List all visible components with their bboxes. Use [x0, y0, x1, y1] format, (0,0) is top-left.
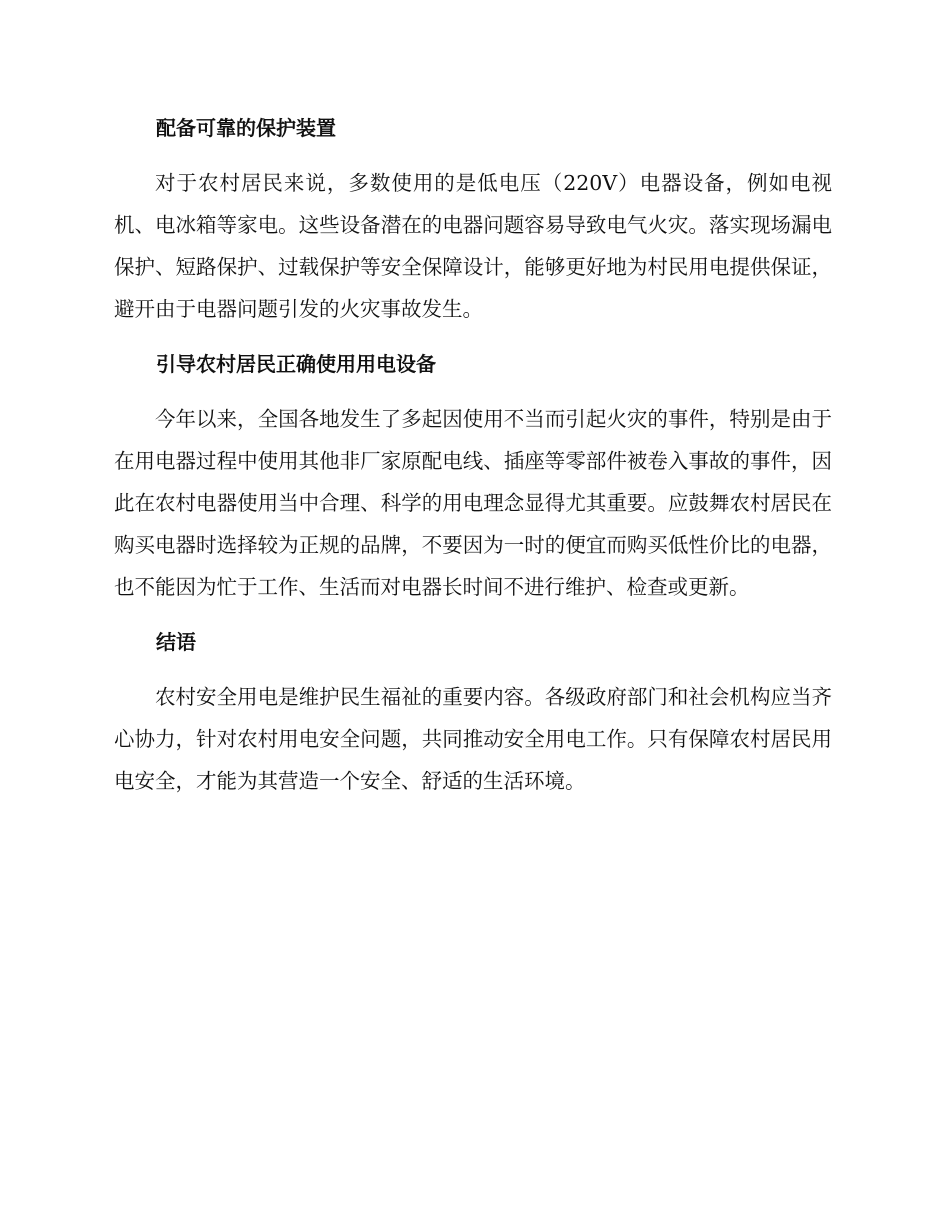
document-body: [114, 108, 832, 816]
paragraph-correct-usage: 今年以来，全国各地发生了多起因使用不当而引起火灾的事件，特别是由于在用电器过程中使用其他非厂家原配电线、插座等零部件被卷入事故的事件，因此在农村电器使用当中合理、科学的用电理念显得尤其重要。应鼓舞农村居民在购买电器时选择较为正规的品牌，不要因为一时的便宜而购买低性价比的电器，也不能因为忙于工作、生活而对电器长时间不进行维护、检查或更新。: [114, 407, 832, 599]
paragraph-conclusion: 农村安全用电是维护民生福祉的重要内容。各级政府部门和社会机构应当齐心协力，针对农村用电安全问题，共同推动安全用电工作。只有保障农村居民用电安全，才能为其营造一个安全、舒适的生活环境。: [114, 685, 832, 793]
section-heading-protection-devices: 配备可靠的保护装置: [156, 116, 336, 140]
paragraph-protection-devices: 对于农村居民来说，多数使用的是低电压（220V）电器设备，例如电视机、电冰箱等家电。这些设备潜在的电器问题容易导致电气火灾。落实现场漏电保护、短路保护、过载保护等安全保障设计，能够更好地为村民用电提供保证，避开由于电器问题引发的火灾事故发生。: [114, 171, 832, 321]
section-heading-conclusion: 结语: [156, 630, 196, 654]
section-heading-correct-usage: 引导农村居民正确使用用电设备: [156, 352, 436, 376]
